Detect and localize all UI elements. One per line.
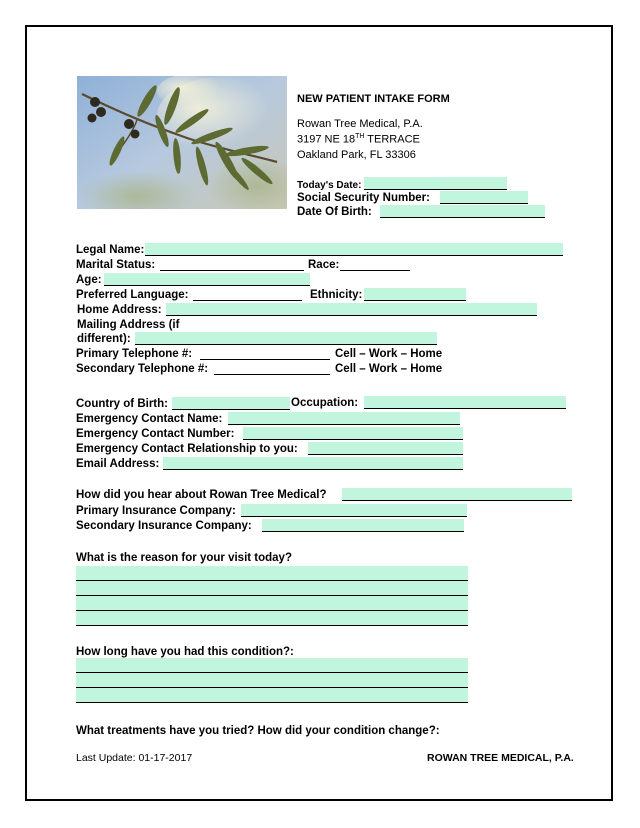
home-address-input[interactable] bbox=[166, 303, 537, 316]
treatments-question: What treatments have you tried? How did your condition change?: bbox=[76, 725, 440, 737]
org-name: Rowan Tree Medical, P.A. bbox=[297, 118, 423, 130]
ssn-input[interactable] bbox=[440, 191, 528, 204]
marital-status-label: Marital Status: bbox=[76, 259, 156, 271]
emergency-relationship-label: Emergency Contact Relationship to you: bbox=[76, 443, 298, 455]
emergency-relationship-input[interactable] bbox=[308, 442, 463, 455]
footer-org: ROWAN TREE MEDICAL, P.A. bbox=[427, 752, 574, 764]
race-input[interactable] bbox=[340, 258, 410, 271]
primary-phone-type[interactable]: Cell – Work – Home bbox=[335, 348, 443, 360]
legal-name-label: Legal Name: bbox=[76, 244, 145, 256]
secondary-phone-type[interactable]: Cell – Work – Home bbox=[335, 363, 443, 375]
emergency-name-input[interactable] bbox=[228, 412, 460, 425]
answer-line bbox=[76, 610, 468, 611]
primary-insurance-label: Primary Insurance Company: bbox=[76, 505, 236, 517]
address-line1: 3197 NE 18TH TERRACE bbox=[297, 133, 420, 146]
occupation-input[interactable] bbox=[364, 396, 566, 409]
legal-name-input[interactable] bbox=[145, 243, 563, 256]
ethnicity-label: Ethnicity: bbox=[310, 289, 363, 301]
secondary-insurance-label: Secondary Insurance Company: bbox=[76, 520, 252, 532]
ssn-label: Social Security Number: bbox=[297, 192, 430, 204]
preferred-language-label: Preferred Language: bbox=[76, 289, 189, 301]
occupation-label: Occupation: bbox=[291, 397, 359, 409]
last-update: Last Update: 01-17-2017 bbox=[76, 752, 193, 764]
dob-input[interactable] bbox=[380, 205, 545, 218]
email-input[interactable] bbox=[163, 457, 463, 470]
secondary-phone-label: Secondary Telephone #: bbox=[76, 363, 209, 375]
primary-insurance-input[interactable] bbox=[241, 504, 467, 517]
answer-line bbox=[76, 672, 468, 673]
answer-line bbox=[76, 687, 468, 688]
reason-visit-fill bbox=[76, 566, 468, 626]
email-label: Email Address: bbox=[76, 458, 160, 470]
emergency-number-label: Emergency Contact Number: bbox=[76, 428, 235, 440]
reason-visit-question: What is the reason for your visit today? bbox=[76, 552, 292, 564]
answer-line bbox=[76, 595, 468, 596]
address-line2: Oakland Park, FL 33306 bbox=[297, 149, 416, 161]
how-long-fill bbox=[76, 658, 468, 703]
answer-line bbox=[76, 580, 468, 581]
mailing-address-label-2: different): bbox=[77, 333, 131, 345]
todays-date-input[interactable] bbox=[364, 177, 507, 190]
country-of-birth-input[interactable] bbox=[172, 397, 290, 410]
age-input[interactable] bbox=[104, 273, 310, 286]
country-of-birth-label: Country of Birth: bbox=[76, 398, 168, 410]
hear-about-label: How did you hear about Rowan Tree Medical? bbox=[76, 489, 327, 501]
hear-about-input[interactable] bbox=[342, 488, 572, 501]
how-long-question: How long have you had this condition?: bbox=[76, 646, 294, 658]
olive-branch-photo bbox=[77, 76, 287, 209]
secondary-phone-input[interactable] bbox=[214, 362, 330, 375]
primary-phone-input[interactable] bbox=[200, 347, 330, 360]
answer-line bbox=[76, 625, 468, 626]
mailing-address-label-1: Mailing Address (if bbox=[77, 319, 180, 331]
dob-label: Date Of Birth: bbox=[297, 206, 372, 218]
age-label: Age: bbox=[76, 274, 102, 286]
todays-date-label: Today's Date: bbox=[297, 180, 362, 191]
secondary-insurance-input[interactable] bbox=[262, 519, 464, 532]
answer-line bbox=[76, 702, 468, 703]
ethnicity-input[interactable] bbox=[364, 288, 466, 301]
emergency-name-label: Emergency Contact Name: bbox=[76, 413, 223, 425]
form-title: NEW PATIENT INTAKE FORM bbox=[297, 93, 450, 105]
marital-status-input[interactable] bbox=[160, 258, 304, 271]
race-label: Race: bbox=[308, 259, 340, 271]
home-address-label: Home Address: bbox=[77, 304, 162, 316]
mailing-address-input[interactable] bbox=[135, 332, 437, 345]
primary-phone-label: Primary Telephone #: bbox=[76, 348, 193, 360]
preferred-language-input[interactable] bbox=[193, 288, 302, 301]
emergency-number-input[interactable] bbox=[243, 427, 463, 440]
